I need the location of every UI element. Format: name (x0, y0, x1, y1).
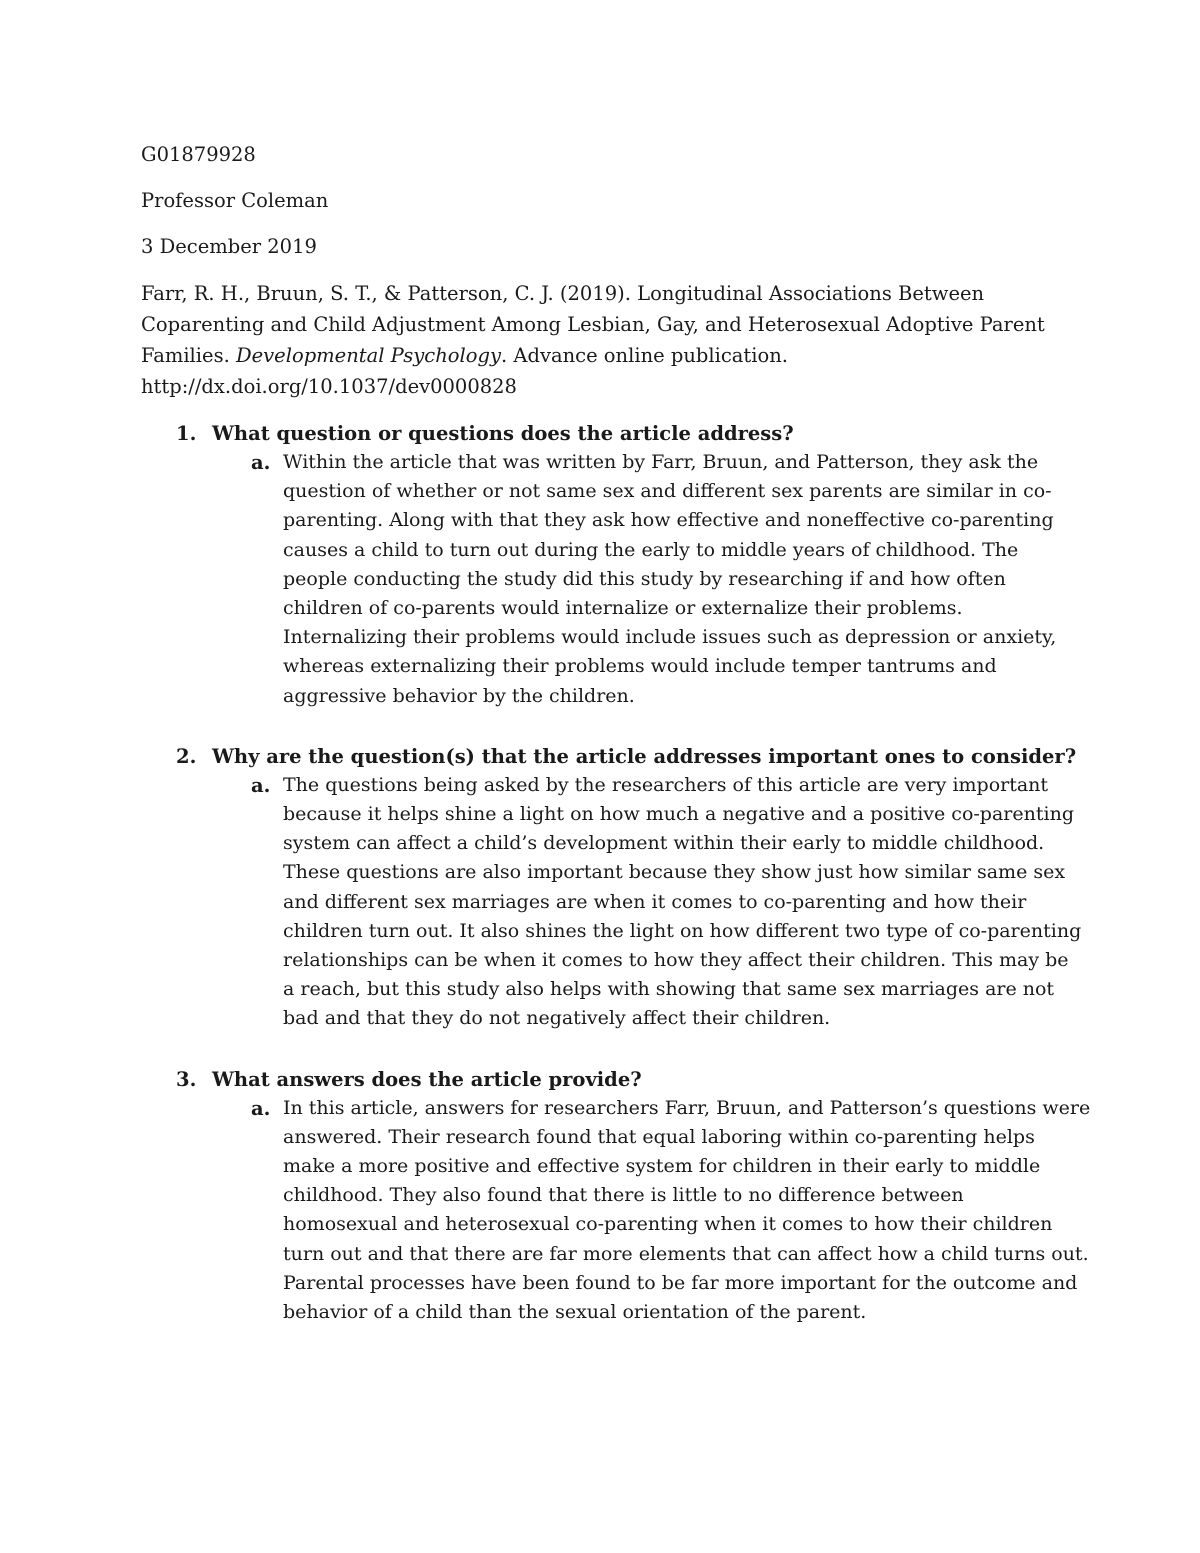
answer-line: answered. Their research found that equal laboring within co-parenting helps (283, 1125, 1035, 1148)
answer-line: turn out and that there are far more elements that can affect how a child turns out. (283, 1242, 1089, 1265)
answer-line: aggressive behavior by the children. (283, 684, 635, 707)
document-page (141, 140, 1091, 1327)
answer-line: children of co-parents would internalize or externalize their problems. (283, 597, 963, 620)
answer-line: In this article, answers for researchers Farr, Bruun, and Patterson’s questions were (283, 1096, 1091, 1119)
answer-line: parenting. Along with that they ask how effective and noneffective co-parenting (283, 509, 1054, 532)
citation-line-2: Coparenting and Child Adjustment Among Lesbian, Gay, and Heterosexual Adoptive Parent (141, 313, 1045, 336)
answer-line: make a more positive and effective system for children in their early to middle (283, 1155, 1041, 1178)
answer-line: These questions are also important because they show just how similar same sex (283, 861, 1066, 884)
citation-line-1: Farr, R. H., Bruun, S. T., & Patterson, C. J. (2019). Longitudinal Associations Between (141, 282, 985, 305)
question-text: What question or questions does the article address? (212, 422, 794, 445)
citation-doi: http://dx.doi.org/10.1037/dev0000828 (141, 375, 517, 398)
question-number: 1. (176, 422, 197, 445)
answer-label: a. (251, 1096, 271, 1120)
answer-label: a. (251, 773, 271, 797)
student-id: G01879928 (141, 143, 256, 166)
answer-line: people conducting the study did this study by researching if and how often (283, 567, 1006, 590)
answer-line: childhood. They also found that there is little to no difference between (283, 1184, 964, 1207)
question-item (141, 419, 1071, 711)
question-text: What answers does the article provide? (212, 1067, 642, 1091)
answer-line: because it helps shine a light on how much a negative and a positive co-parenting (283, 803, 1074, 826)
answer-line: homosexual and heterosexual co-parenting when it comes to how their children (283, 1213, 1053, 1236)
answer-line: question of whether or not same sex and different sex parents are similar in co- (283, 480, 1052, 503)
answer-line: The questions being asked by the researchers of this article are very important (283, 773, 1049, 796)
answer-line: relationships can be when it comes to how they affect their children. This may be (283, 949, 1069, 972)
question-item (141, 742, 1082, 1034)
answer-block (251, 771, 1082, 1034)
citation (141, 278, 1071, 402)
citation-suffix: . Advance online publication. (500, 344, 788, 367)
question-list (141, 419, 1091, 1327)
question-item (141, 1065, 1091, 1328)
answer-line: Parental processes have been found to be far more important for the outcome and (283, 1271, 1078, 1294)
answer-line: whereas externalizing their problems would include temper tantrums and (283, 655, 997, 678)
answer-line: children turn out. It also shines the light on how different two type of co-parenting (283, 919, 1082, 942)
answer-line: Within the article that was written by Farr, Bruun, and Patterson, they ask the (283, 451, 1039, 473)
answer-line: and different sex marriages are when it comes to co-parenting and how their (283, 890, 1027, 913)
question-text: Why are the question(s) that the article addresses important ones to consider? (212, 744, 1077, 768)
answer-block (251, 448, 1071, 711)
professor-name: Professor Coleman (141, 189, 329, 212)
answer-label: a. (251, 451, 271, 474)
answer-line: causes a child to turn out during the early to middle years of childhood. The (283, 538, 1019, 561)
journal-name: Developmental Psychology (235, 344, 501, 367)
answer-line: a reach, but this study also helps with showing that same sex marriages are not (283, 978, 1055, 1001)
document-date: 3 December 2019 (141, 235, 317, 258)
answer-line: system can affect a child’s development within their early to middle childhood. (283, 832, 1045, 855)
answer-block (251, 1094, 1091, 1328)
question-number: 3. (176, 1067, 197, 1091)
citation-line-3 (141, 340, 1071, 371)
answer-line: behavior of a child than the sexual orientation of the parent. (283, 1301, 867, 1324)
answer-line: Internalizing their problems would include issues such as depression or anxiety, (283, 626, 1057, 649)
answer-line: bad and that they do not negatively affect their children. (283, 1007, 831, 1030)
citation-prefix: Families. (141, 344, 236, 367)
question-number: 2. (176, 744, 197, 768)
